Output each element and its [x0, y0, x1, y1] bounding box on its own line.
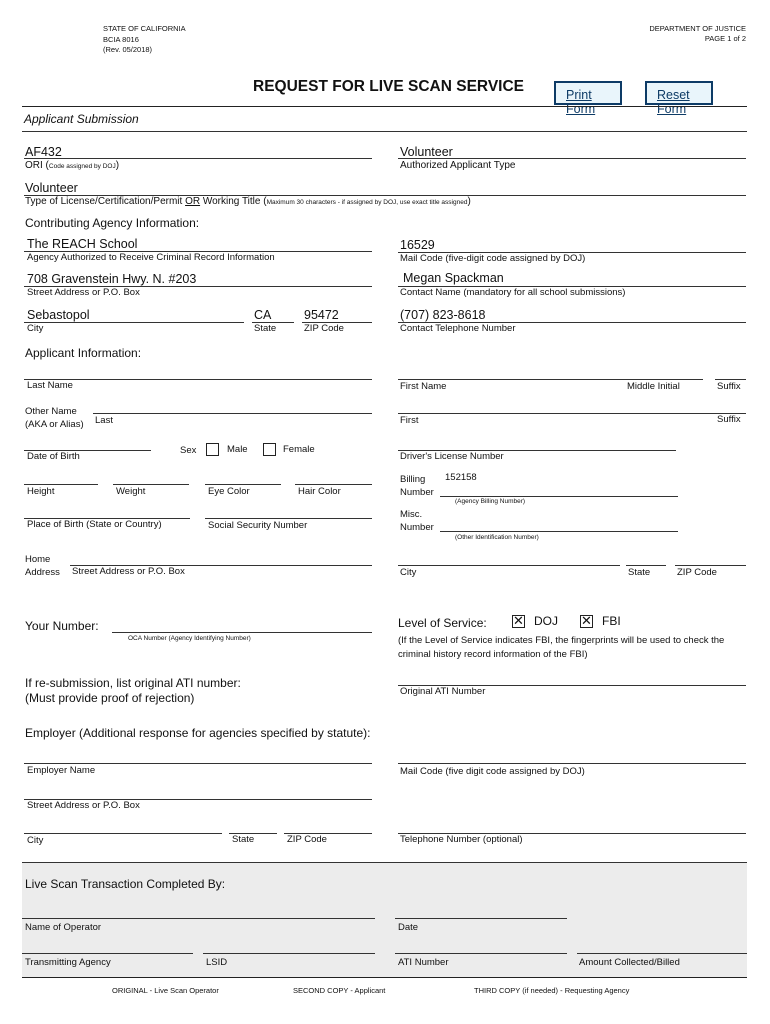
hair-color-label[interactable]: Hair Color [298, 486, 341, 497]
proof-of-rejection-label: (Must provide proof of rejection) [25, 691, 195, 705]
misc-underline [440, 531, 678, 532]
date-underline [395, 918, 567, 919]
misc-note: (Other Identification Number) [455, 534, 539, 541]
applicant-information-heading: Applicant Information: [25, 346, 142, 360]
date-label[interactable]: Date [398, 922, 419, 933]
fbi-note-line-2: criminal history record information of the FBI) [398, 649, 588, 660]
operator-underline [22, 918, 375, 919]
city-label: City [27, 323, 44, 334]
department-label: DEPARTMENT OF JUSTICE [649, 24, 746, 33]
home-zip-label[interactable]: ZIP Code [677, 567, 717, 578]
employer-heading: Employer (Additional response for agencies specified by statute): [25, 726, 371, 740]
other-first-underline [398, 413, 746, 414]
employer-mail-code-label[interactable]: Mail Code (five digit code assigned by DOJ) [400, 766, 585, 777]
ssn-underline [205, 518, 372, 519]
ati-number-label[interactable]: ATI Number [398, 957, 449, 968]
first-name-label[interactable]: First Name [400, 381, 447, 392]
live-scan-bottom-rule [22, 977, 747, 978]
reset-form-button[interactable]: Reset Form [645, 81, 713, 105]
page-number: PAGE 1 of 2 [704, 34, 746, 43]
ori-label: ORI (Code assigned by DOJ) [25, 160, 120, 171]
height-underline [24, 484, 98, 485]
employer-mail-underline [398, 763, 746, 764]
license-title-field[interactable]: Volunteer [25, 181, 78, 195]
contact-name-field[interactable]: Megan Spackman [403, 271, 504, 285]
ssn-label[interactable]: Social Security Number [208, 520, 308, 531]
license-label: Type of License/Certification/Permit OR Working Title (Maximum 30 characters - if assigned by DOJ, use exact title assigned) [25, 196, 471, 207]
footer-second-copy: SECOND COPY - Applicant [293, 986, 386, 995]
weight-label[interactable]: Weight [116, 486, 146, 497]
last-name-underline [24, 379, 372, 380]
date-of-birth-label[interactable]: Date of Birth [27, 451, 80, 462]
lsid-label[interactable]: LSID [206, 957, 228, 968]
agency-field[interactable]: The REACH School [27, 237, 138, 251]
mail-code-field[interactable]: 16529 [400, 238, 435, 252]
city-underline [24, 322, 244, 323]
suffix-underline [715, 379, 746, 380]
your-number-label: Your Number: [25, 619, 99, 633]
form-title: REQUEST FOR LIVE SCAN SERVICE [253, 78, 525, 95]
original-ati-label[interactable]: Original ATI Number [400, 686, 486, 697]
lsid-underline [203, 953, 375, 954]
applicant-type-underline [398, 158, 746, 159]
contact-name-label: Contact Name (mandatory for all school submissions) [400, 287, 626, 298]
place-of-birth-label[interactable]: Place of Birth (State or Country) [27, 519, 162, 530]
street-field[interactable]: 708 Gravenstein Hwy. N. #203 [27, 272, 197, 286]
footer-original-copy: ORIGINAL - Live Scan Operator [112, 986, 219, 995]
other-name-label: Other Name [25, 406, 77, 417]
male-checkbox[interactable] [206, 443, 219, 456]
fbi-label: FBI [602, 614, 621, 628]
city-field[interactable]: Sebastopol [27, 308, 90, 322]
doj-label: DOJ [534, 614, 558, 628]
misc-number-label: Number [400, 522, 434, 533]
live-scan-top-rule [22, 862, 747, 863]
female-label: Female [283, 444, 315, 455]
contact-phone-label: Contact Telephone Number [400, 323, 516, 334]
form-revision: (Rev. 05/2018) [103, 45, 153, 54]
employer-name-underline [24, 763, 372, 764]
state-field[interactable]: CA [254, 308, 272, 322]
section-rule [22, 131, 747, 132]
billing-number-field[interactable]: 152158 [445, 472, 477, 483]
footer-third-copy: THIRD COPY (if needed) - Requesting Agency [474, 986, 630, 995]
hair-underline [295, 484, 372, 485]
agency-label: Agency Authorized to Receive Criminal Record Information [27, 252, 275, 263]
resubmission-label: If re-submission, list original ATI number: [25, 676, 241, 690]
level-of-service-label: Level of Service: [398, 616, 487, 630]
billing-label: Billing [400, 474, 426, 485]
other-last-label[interactable]: Last [95, 415, 113, 426]
home-state-underline [626, 565, 666, 566]
home-street-label[interactable]: Street Address or P.O. Box [72, 566, 185, 577]
misc-label: Misc. [400, 509, 423, 520]
suffix-label[interactable]: Suffix [717, 381, 741, 392]
billing-underline [440, 496, 678, 497]
zip-field[interactable]: 95472 [304, 308, 339, 322]
employer-city-underline [24, 833, 222, 834]
employer-city-label[interactable]: City [27, 835, 44, 846]
applicant-type-field[interactable]: Volunteer [400, 145, 453, 159]
operator-name-label[interactable]: Name of Operator [25, 922, 102, 933]
form-id: BCIA 8016 [103, 35, 139, 44]
state-label: STATE OF CALIFORNIA [103, 24, 186, 33]
fbi-note-line-1: (If the Level of Service indicates FBI, the fingerprints will be used to check the [398, 635, 725, 646]
state-field-label: State [254, 323, 277, 334]
live-scan-heading: Live Scan Transaction Completed By: [25, 877, 226, 891]
ati-number-underline [395, 953, 567, 954]
home-label: Home [25, 554, 51, 565]
home-state-label[interactable]: State [628, 567, 651, 578]
applicant-type-label: Authorized Applicant Type [400, 160, 516, 171]
weight-underline [113, 484, 189, 485]
contributing-agency-heading: Contributing Agency Information: [25, 216, 200, 230]
home-city-label[interactable]: City [400, 567, 417, 578]
employer-phone-label[interactable]: Telephone Number (optional) [400, 834, 523, 845]
other-first-label[interactable]: First [400, 415, 419, 426]
last-name-label[interactable]: Last Name [27, 380, 73, 391]
other-suffix-label[interactable]: Suffix [717, 414, 741, 425]
middle-initial-label[interactable]: Middle Initial [627, 381, 680, 392]
ori-field[interactable]: AF432 [25, 145, 62, 159]
drivers-license-label[interactable]: Driver's License Number [400, 451, 504, 462]
eye-color-label[interactable]: Eye Color [208, 486, 250, 497]
oca-note: OCA Number (Agency Identifying Number) [128, 635, 251, 642]
amount-collected-label[interactable]: Amount Collected/Billed [579, 957, 680, 968]
zip-label: ZIP Code [304, 323, 344, 334]
eye-underline [205, 484, 281, 485]
employer-state-label[interactable]: State [232, 834, 255, 845]
height-label[interactable]: Height [27, 486, 55, 497]
fbi-checkbox[interactable]: ✕ [581, 614, 592, 629]
employer-zip-label[interactable]: ZIP Code [287, 834, 327, 845]
contact-phone-field[interactable]: (707) 823-8618 [400, 308, 486, 322]
home-zip-underline [675, 565, 746, 566]
male-label: Male [227, 444, 248, 455]
sex-label: Sex [180, 445, 197, 456]
employer-street-label[interactable]: Street Address or P.O. Box [27, 800, 140, 811]
street-label: Street Address or P.O. Box [27, 287, 140, 298]
address-label: Address [25, 567, 60, 578]
header-rule [22, 106, 747, 107]
first-name-underline [398, 379, 703, 380]
transmitting-underline [22, 953, 193, 954]
print-form-button[interactable]: Print Form [554, 81, 622, 105]
home-city-underline [398, 565, 620, 566]
transmitting-agency-label[interactable]: Transmitting Agency [25, 957, 111, 968]
employer-name-label[interactable]: Employer Name [27, 765, 96, 776]
doj-checkbox[interactable]: ✕ [513, 614, 524, 629]
ori-underline [24, 158, 372, 159]
billing-number-label: Number [400, 487, 434, 498]
your-number-underline [112, 632, 372, 633]
other-last-underline [93, 413, 372, 414]
female-checkbox[interactable] [263, 443, 276, 456]
billing-note: (Agency Billing Number) [455, 498, 526, 505]
applicant-submission-heading: Applicant Submission [24, 112, 139, 126]
amount-underline [577, 953, 747, 954]
mail-code-label: Mail Code (five-digit code assigned by DOJ) [400, 253, 586, 264]
aka-label: (AKA or Alias) [25, 419, 84, 430]
